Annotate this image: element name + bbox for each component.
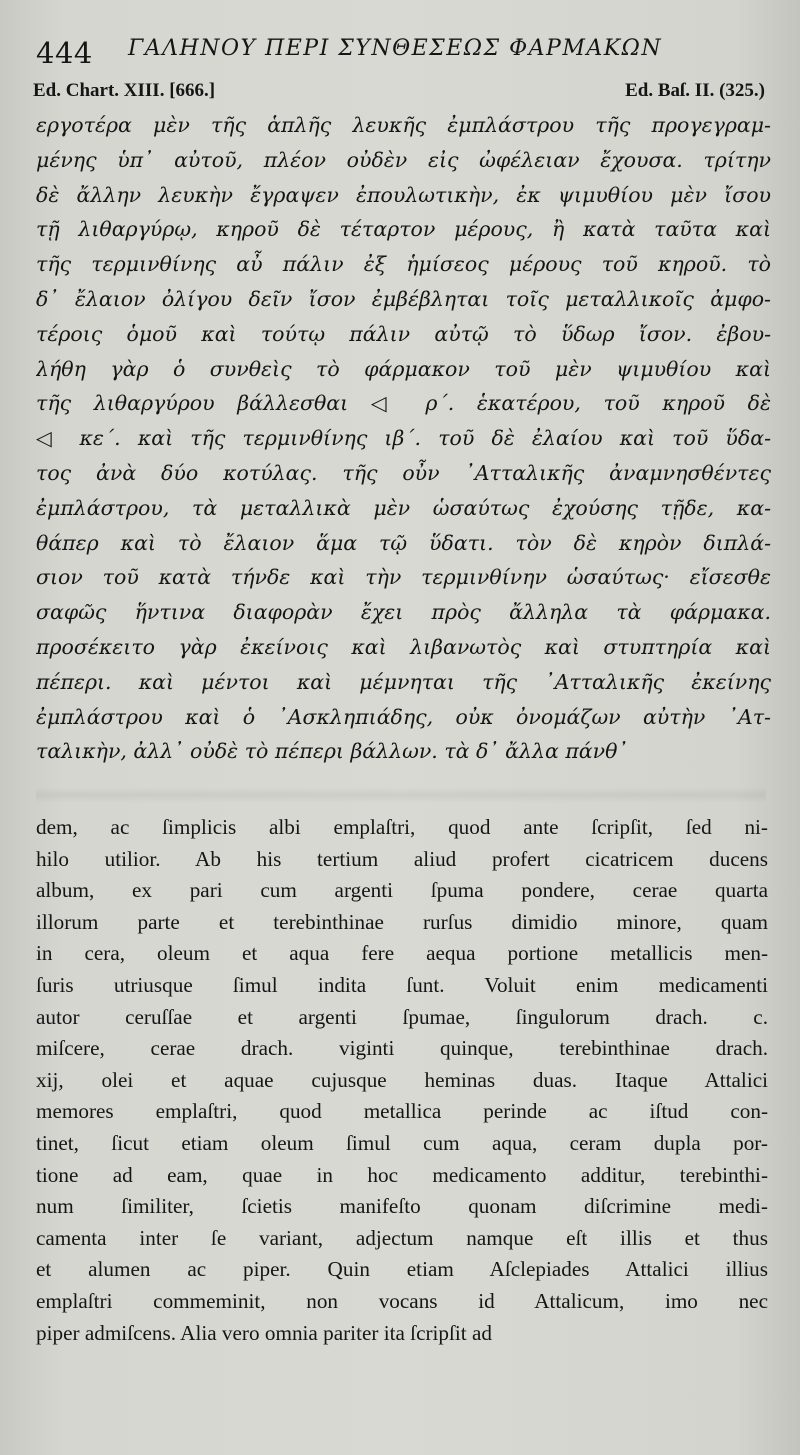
greek-text-line: σιον τοῦ κατὰ τήνδε καὶ τὴν τερμινθίνην ὡσαύτως· εἴσεσθε	[36, 565, 771, 590]
greek-text-line: ◁ κε΄. καὶ τῆς τερμινθίνης ιβ΄. τοῦ δὲ ἐλαίου καὶ τοῦ ὕδα-	[36, 426, 771, 451]
page-number: 444	[36, 36, 93, 70]
latin-text-line: hilo utilior. Ab his tertium aliud profert cicatricem ducens	[36, 846, 768, 871]
show-through-shadow	[36, 787, 766, 803]
greek-text-line: σαφῶς ἥντινα διαφορὰν ἔχει πρὸς ἄλληλα τὰ φάρμακα.	[36, 600, 771, 625]
greek-text-line: ταλικὴν, ἀλλ᾽ οὐδὲ τὸ πέπερι βάλλων. τὰ δ᾽ ἄλλα πάνθ᾽	[36, 739, 628, 764]
latin-text-line: miſcere, cerae drach. viginti quinque, terebinthinae drach.	[36, 1036, 768, 1061]
latin-text-line: in cera, oleum et aqua fere aequa portione metallicis men-	[36, 941, 768, 966]
page-header	[36, 30, 766, 74]
greek-text-line: δ᾽ ἔλαιον ὀλίγου δεῖν ἴσον ἐμβέβληται τοῖς μεταλλικοῖς ἀμφο-	[36, 286, 771, 311]
greek-text-line: δὲ ἄλλην λευκὴν ἔγραψεν ἐπουλωτικὴν, ἐκ ψιμυθίου μὲν ἴσου	[36, 182, 771, 207]
latin-text-line: dem, ac ſimplicis albi emplaſtri, quod ante ſcripſit, ſed ni-	[36, 815, 768, 839]
latin-text-line: xij, olei et aquae cujusque heminas duas. Itaque Attalici	[36, 1067, 768, 1092]
greek-text-line: τῆς τερμινθίνης αὖ πάλιν ἐξ ἡμίσεος μέρους τοῦ κηροῦ. τὸ	[36, 252, 771, 277]
latin-text-line: ſuris utriusque ſimul indita ſunt. Voluit enim medicamenti	[36, 972, 768, 997]
running-title: ΓΑΛΗΝΟΥ ΠΕΡΙ ΣΥΝΘΕΣΕΩΣ ΦΑΡΜΑΚΩΝ	[128, 36, 663, 61]
latin-text-line: tione ad eam, quae in hoc medicamento additur, terebinthi-	[36, 1162, 768, 1187]
latin-text-line: autor ceruſſae et argenti ſpumae, ſingulorum drach. c.	[36, 1004, 768, 1029]
greek-text-line: τέροις ὁμοῦ καὶ τούτῳ πάλιν αὐτῷ τὸ ὕδωρ ἴσον. ἐβου-	[36, 321, 771, 346]
edition-basel: Ed. Baſ. II. (325.)	[625, 80, 765, 101]
latin-text-line: num ſimiliter, ſcietis manifeſto quonam diſcrimine medi-	[36, 1194, 768, 1219]
latin-text-block	[36, 812, 768, 1349]
latin-text-line: camenta inter ſe variant, adjectum namque eſt illis et thus	[36, 1225, 768, 1250]
greek-text-line: ἐμπλάστρου, τὰ μεταλλικὰ μὲν ὡσαύτως ἐχούσης τῇδε, κα-	[36, 495, 771, 520]
greek-text-line: πέπερι. καὶ μέντοι καὶ μέμνηται τῆς ᾿Ατταλικῆς ἐκείνης	[36, 669, 771, 694]
greek-text-block	[36, 108, 771, 769]
latin-text-line: emplaſtri commeminit, non vocans id Attalicum, imo nec	[36, 1288, 768, 1313]
edition-references	[33, 80, 765, 110]
greek-text-line: θάπερ καὶ τὸ ἔλαιον ἅμα τῷ ὕδατι. τὸν δὲ κηρὸν διπλά-	[36, 530, 771, 555]
edition-chartier: Ed. Chart. XIII. [666.]	[33, 80, 216, 101]
greek-text-line: τῆς λιθαργύρου βάλλεσθαι ◁ ρ΄. ἑκατέρου, τοῦ κηροῦ δὲ	[36, 391, 771, 416]
greek-text-line: εργοτέρα μὲν τῆς ἁπλῆς λευκῆς ἐμπλάστρου τῆς προγεγραμ-	[36, 113, 771, 137]
latin-text-line: tinet, ſicut etiam oleum ſimul cum aqua, ceram dupla por-	[36, 1130, 768, 1155]
greek-text-line: μένης ὑπ᾽ αὐτοῦ, πλέον οὐδὲν εἰς ὠφέλειαν ἔχουσα. τρίτην	[36, 147, 771, 172]
latin-text-line: et alumen ac piper. Quin etiam Aſclepiades Attalici illius	[36, 1257, 768, 1282]
greek-text-line: προσέκειτο γὰρ ἐκείνοις καὶ λιβανωτὸς καὶ στυπτηρία καὶ	[36, 634, 771, 659]
latin-text-line: illorum parte et terebinthinae rurſus dimidio minore, quam	[36, 909, 768, 934]
greek-text-line: τος ἀνὰ δύο κοτύλας. τῆς οὖν ᾿Ατταλικῆς ἀναμνησθέντες	[36, 460, 771, 485]
greek-text-line: λήθη γὰρ ὁ συνθεὶς τὸ φάρμακον τοῦ μὲν ψιμυθίου καὶ	[36, 356, 771, 381]
latin-text-line: piper admiſcens. Alia vero omnia pariter ita ſcripſit ad	[36, 1320, 492, 1345]
greek-text-line: ἐμπλάστρου καὶ ὁ ᾿Ασκληπιάδης, οὐκ ὀνομάζων αὐτὴν ᾿Ατ-	[36, 704, 771, 729]
greek-text-line: τῇ λιθαργύρῳ, κηροῦ δὲ τέταρτον μέρους, ἢ κατὰ ταῦτα καὶ	[36, 217, 771, 242]
latin-text-line: memores emplaſtri, quod metallica perinde ac iſtud con-	[36, 1099, 768, 1124]
latin-text-line: album, ex pari cum argenti ſpuma pondere, cerae quarta	[36, 878, 768, 903]
